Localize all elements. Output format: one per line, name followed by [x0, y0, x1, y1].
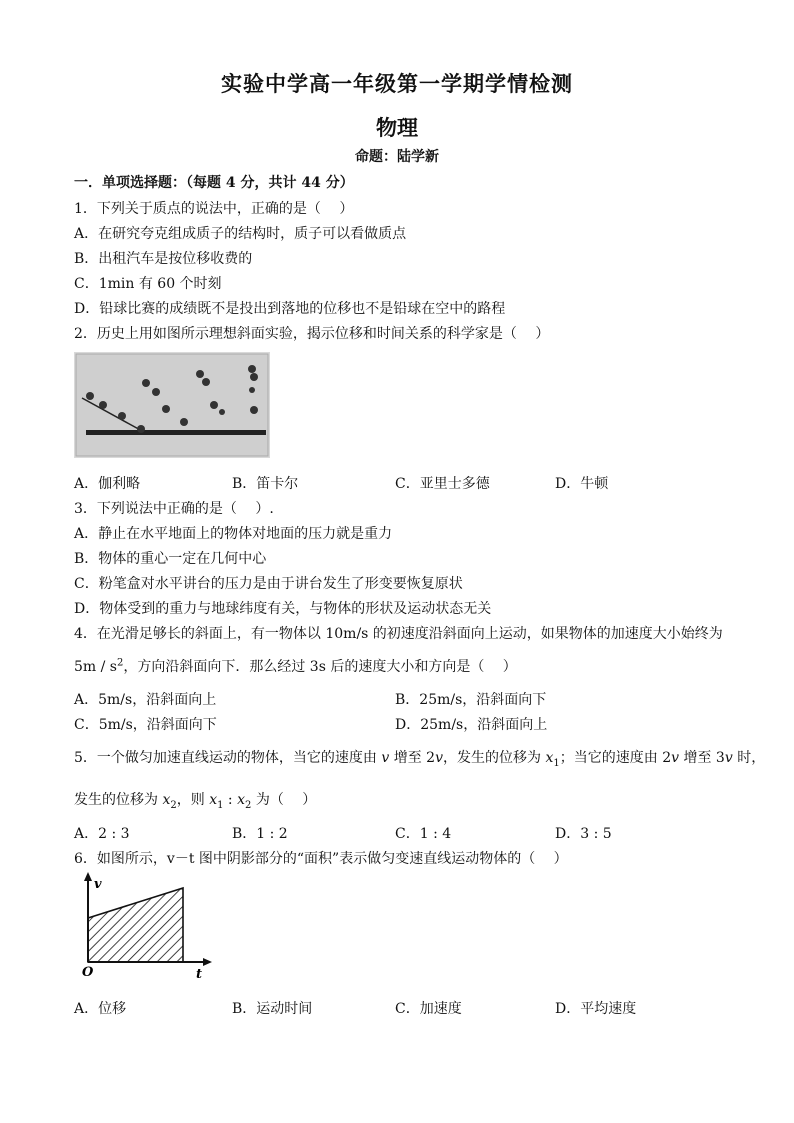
q4-option-b: B．25m/s，沿斜面向下 — [395, 692, 547, 708]
subject-title: 物理 — [376, 115, 418, 140]
q1-option-c: C．1min 有 60 个时刻 — [74, 276, 222, 292]
q2-option-c: C．亚里士多德 — [395, 476, 490, 492]
q1-option-a: A．在研究夸克组成质子的结构时，质子可以看做质点 — [74, 226, 407, 242]
q4-stem-line2 — [74, 656, 517, 676]
q5-var: x — [237, 792, 245, 808]
q5-var: x — [209, 792, 218, 808]
q4-option-a: A．5m/s，沿斜面向上 — [74, 692, 217, 708]
q3-option-d: D．物体受到的重力与地球纬度有关，与物体的形状及运动状态无关 — [74, 601, 492, 617]
q1-option-d: D．铅球比赛的成绩既不是投出到落地的位移也不是铅球在空中的路程 — [74, 301, 506, 317]
section-heading: 一．单项选择题：（每题 4 分，共计 44 分） — [74, 175, 354, 191]
q5-text: 时， — [732, 750, 766, 766]
q5-text: : — [223, 792, 238, 808]
q4-option-c: C．5m/s，沿斜面向下 — [74, 717, 217, 733]
vt-graph-figure — [78, 872, 218, 980]
q5-var: x — [545, 750, 554, 766]
q3-option-c: C．粉笔盒对水平讲台的压力是由于讲台发生了形变要恢复原状 — [74, 576, 463, 592]
q5-var: v — [435, 750, 444, 766]
q5-stem-line1 — [74, 747, 765, 769]
q5-option-c: C．1 : 4 — [395, 826, 452, 842]
q5-text: 5．一个做匀加速直线运动的物体，当它的速度由 — [74, 750, 382, 766]
q6-option-a: A．位移 — [74, 1001, 127, 1017]
q5-var: v — [381, 750, 390, 766]
q4-option-d: D．25m/s，沿斜面向上 — [395, 717, 548, 733]
q5-text: ，发生的位移为 — [443, 750, 546, 766]
q3-option-a: A．静止在水平地面上的物体对地面的压力就是重力 — [74, 526, 393, 542]
vt-axis-v-label: v — [94, 877, 102, 892]
q5-text: ；当它的速度由 2 — [559, 750, 672, 766]
q5-stem-line2 — [74, 789, 316, 811]
vt-axis-t-label: t — [196, 967, 203, 980]
q5-sub: 2 — [245, 799, 252, 811]
q2-stem: 2．历史上用如图所示理想斜面实验，揭示位移和时间关系的科学家是（ ） — [74, 326, 550, 342]
author-line: 命题：陆学新 — [355, 149, 439, 165]
q5-sub: 1 — [217, 799, 224, 811]
q5-option-d: D．3 : 5 — [555, 826, 612, 842]
q5-text: 发生的位移为 — [74, 792, 163, 808]
q5-option-a: A．2 : 3 — [74, 826, 130, 842]
exam-title: 实验中学高一年级第一学期学情检测 — [221, 71, 573, 96]
q2-option-b: B．笛卡尔 — [232, 476, 299, 492]
q5-var: v — [724, 750, 733, 766]
q6-option-d: D．平均速度 — [555, 1001, 637, 1017]
q1-stem: 1．下列关于质点的说法中，正确的是（ ） — [74, 201, 354, 217]
inclined-plane-figure — [74, 352, 270, 458]
q4-acceleration-unit: 5m / s — [74, 659, 117, 675]
q5-text: ，则 — [176, 792, 210, 808]
q4-stem-rest: ，方向沿斜面向下．那么经过 3s 后的速度大小和方向是（ ） — [123, 659, 517, 675]
q3-option-b: B．物体的重心一定在几何中心 — [74, 551, 267, 567]
q4-acceleration-exponent: 2 — [116, 657, 124, 669]
q5-text: 增至 3 — [679, 750, 725, 766]
q5-text: 增至 2 — [389, 750, 436, 766]
q5-text: 为（ ） — [251, 792, 317, 808]
q6-stem: 6．如图所示，v－t 图中阴影部分的“面积”表示做匀变速直线运动物体的（ ） — [74, 851, 568, 867]
q5-sub: 1 — [553, 757, 560, 769]
q3-stem: 3．下列说法中正确的是（ ）. — [74, 501, 274, 517]
q5-sub: 2 — [170, 799, 177, 811]
q5-option-b: B．1 : 2 — [232, 826, 288, 842]
q4-stem-line1: 4．在光滑足够长的斜面上，有一物体以 10m/s 的初速度沿斜面向上运动，如果物体的加速度大小始终为 — [74, 626, 723, 642]
q2-option-d: D．牛顿 — [555, 476, 609, 492]
q5-var: x — [162, 792, 171, 808]
q6-option-b: B．运动时间 — [232, 1001, 313, 1017]
q6-option-c: C．加速度 — [395, 1001, 462, 1017]
vt-origin-label: O — [82, 965, 94, 980]
q5-var: v — [671, 750, 680, 766]
q1-option-b: B．出租汽车是按位移收费的 — [74, 251, 253, 267]
q2-option-a: A．伽利略 — [74, 476, 141, 492]
